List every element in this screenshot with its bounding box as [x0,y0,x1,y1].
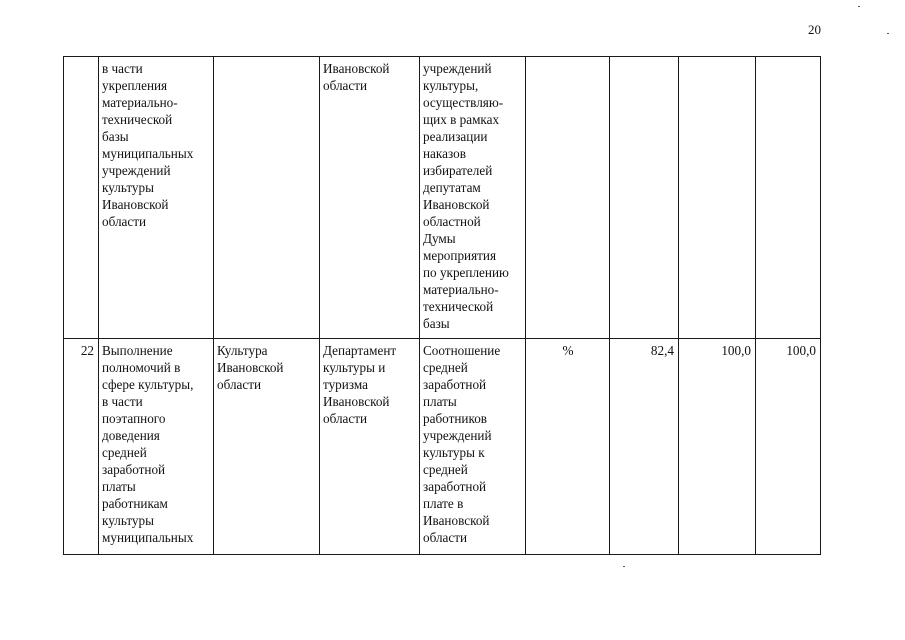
measure-cell [99,57,214,339]
page-number: 20 [808,22,821,37]
program-cell [214,339,320,555]
indicator-text: Соотношение средней заработной платы работников учреждений культуры к средней заработной плате в Ивановской области [423,343,501,545]
unit-text: % [562,343,574,358]
indicators-table [63,56,821,555]
row-number-cell [64,57,99,339]
row-number-cell [64,339,99,555]
unit-cell [526,57,610,339]
executor-text: Ивановской области [323,61,390,93]
executor-text: Департамент культуры и туризма Ивановской области [323,343,397,426]
value-cell-1 [610,57,679,339]
value-3: 100,0 [786,343,816,358]
program-text: Культура Ивановской области [217,343,284,392]
value-cell-2 [679,339,756,555]
indicator-cell [420,57,526,339]
executor-cell [320,339,420,555]
value-1: 82,4 [650,343,674,358]
value-cell-3 [756,339,821,555]
unit-cell [526,339,610,555]
row-number: 22 [80,343,94,358]
table-row [64,57,821,339]
executor-cell [320,57,420,339]
table-row [64,339,821,555]
scan-speck [623,566,625,567]
indicator-cell [420,339,526,555]
measure-text: Выполнение полномочий в сфере культуры, в части поэтапного доведения средней заработной платы работникам культуры муниципальных [102,343,194,545]
value-2: 100,0 [721,343,751,358]
measure-cell [99,339,214,555]
value-cell-1 [610,339,679,555]
measure-text: в части укрепления материально- технической базы муниципальных учреждений культуры Ивановской области [102,61,194,229]
program-cell [214,57,320,339]
value-cell-2 [679,57,756,339]
scan-speck [887,33,889,34]
scan-speck [858,6,860,7]
value-cell-3 [756,57,821,339]
indicator-text: учреждений культуры, осуществляю- щих в рамках реализации наказов избирателей депутатам Ивановской областной Думы мероприятия по укреплению материально- технической базы [423,61,509,331]
